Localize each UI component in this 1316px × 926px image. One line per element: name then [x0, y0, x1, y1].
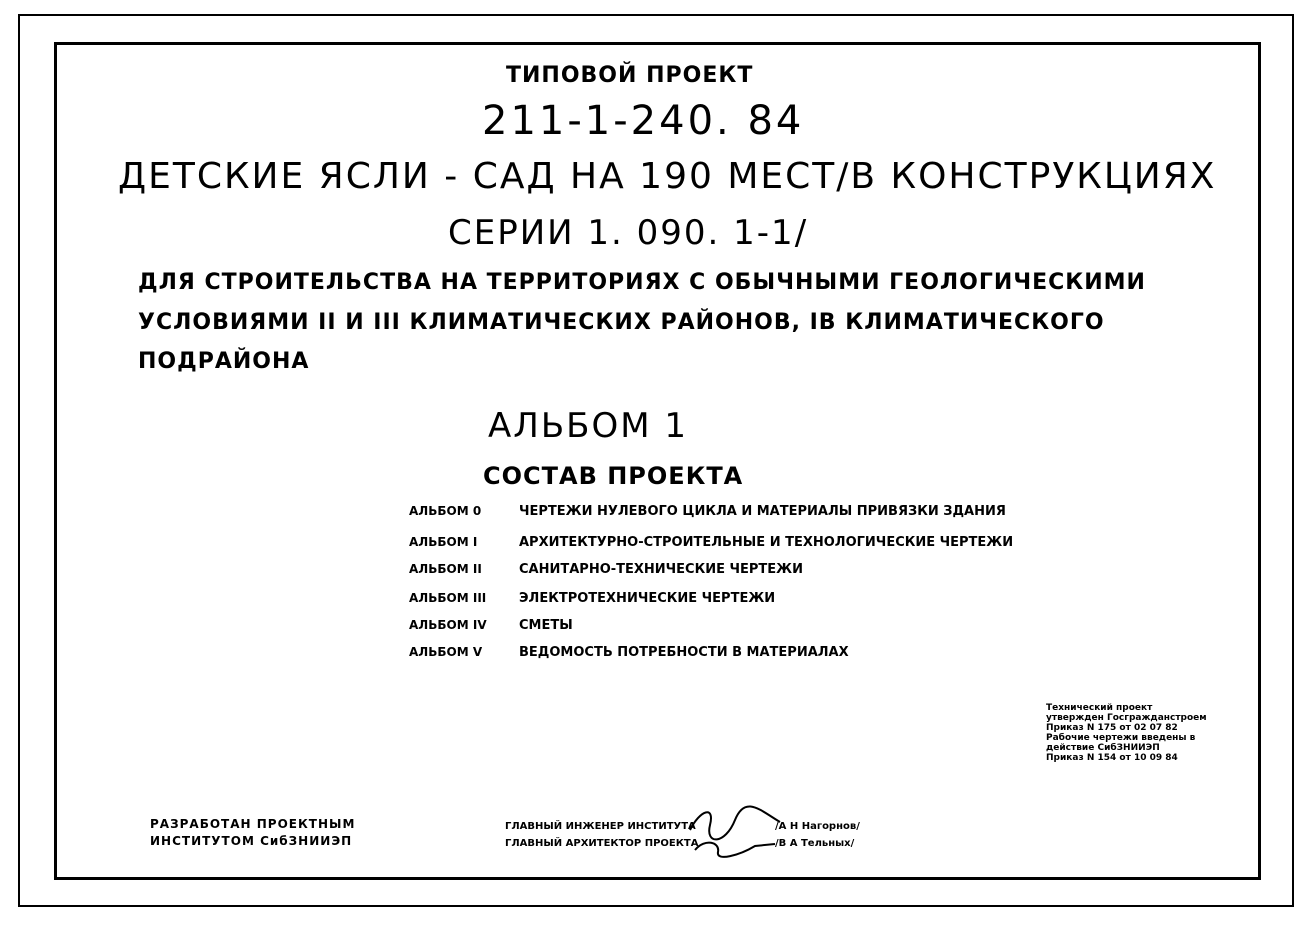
toc-desc: ВЕДОМОСТЬ ПОТРЕБНОСТИ В МАТЕРИАЛАХ	[519, 645, 849, 660]
toc-label: АЛЬБОМ I	[409, 535, 478, 549]
approval-line: утвержден Госгражданстроем	[1046, 713, 1207, 723]
project-title-line1: ДЕТСКИЕ ЯСЛИ - САД НА 190 МЕСТ/В КОНСТРУКЦИЯХ	[118, 156, 1217, 197]
toc-desc: ЧЕРТЕЖИ НУЛЕВОГО ЦИКЛА И МАТЕРИАЛЫ ПРИВЯЗКИ ЗДАНИЯ	[519, 504, 1006, 519]
contents-heading: СОСТАВ ПРОЕКТА	[483, 462, 744, 490]
project-title-line2: СЕРИИ 1. 090. 1-1/	[448, 213, 809, 253]
toc-label: АЛЬБОМ II	[409, 562, 482, 576]
chief-architect-role: ГЛАВНЫЙ АРХИТЕКТОР ПРОЕКТА	[505, 838, 699, 849]
handwritten-signature-icon	[680, 800, 790, 860]
chief-architect-name: /В А Тельных/	[775, 838, 855, 849]
album-title: АЛЬБОМ 1	[488, 406, 689, 446]
toc-desc: СМЕТЫ	[519, 618, 573, 633]
purpose-line1: ДЛЯ СТРОИТЕЛЬСТВА НА ТЕРРИТОРИЯХ С ОБЫЧНЫМИ ГЕОЛОГИЧЕСКИМИ	[138, 270, 1146, 295]
toc-desc: ЭЛЕКТРОТЕХНИЧЕСКИЕ ЧЕРТЕЖИ	[519, 591, 776, 606]
toc-label: АЛЬБОМ IV	[409, 618, 487, 632]
toc-label: АЛЬБОМ 0	[409, 504, 482, 518]
purpose-line3: ПОДРАЙОНА	[138, 349, 310, 374]
developer-line1: РАЗРАБОТАН ПРОЕКТНЫМ	[150, 817, 356, 831]
approval-line: Приказ N 175 от 02 07 82	[1046, 723, 1178, 733]
toc-label: АЛЬБОМ V	[409, 645, 483, 659]
approval-note	[1046, 703, 1207, 763]
developer-block	[150, 816, 355, 850]
approval-line: Рабочие чертежи введены в	[1046, 733, 1196, 743]
chief-engineer-role: ГЛАВНЫЙ ИНЖЕНЕР ИНСТИТУТА	[505, 821, 696, 832]
developer-line2: ИНСТИТУТОМ СибЗНИИЭП	[150, 834, 353, 848]
approval-line: Технический проект	[1046, 703, 1153, 713]
approval-line: Приказ N 154 от 10 09 84	[1046, 753, 1178, 763]
chief-engineer-name: /А Н Нагорнов/	[775, 821, 860, 832]
approval-line: действие СибЗНИИЭП	[1046, 743, 1160, 753]
toc-desc: САНИТАРНО-ТЕХНИЧЕСКИЕ ЧЕРТЕЖИ	[519, 562, 803, 577]
project-type-label: ТИПОВОЙ ПРОЕКТ	[506, 63, 754, 88]
purpose-line2: УСЛОВИЯМИ II И III КЛИМАТИЧЕСКИХ РАЙОНОВ, IВ КЛИМАТИЧЕСКОГО	[138, 310, 1105, 335]
toc-label: АЛЬБОМ III	[409, 591, 487, 605]
toc-desc: АРХИТЕКТУРНО-СТРОИТЕЛЬНЫЕ И ТЕХНОЛОГИЧЕСКИЕ ЧЕРТЕЖИ	[519, 535, 1014, 550]
project-number: 211-1-240. 84	[482, 98, 805, 144]
